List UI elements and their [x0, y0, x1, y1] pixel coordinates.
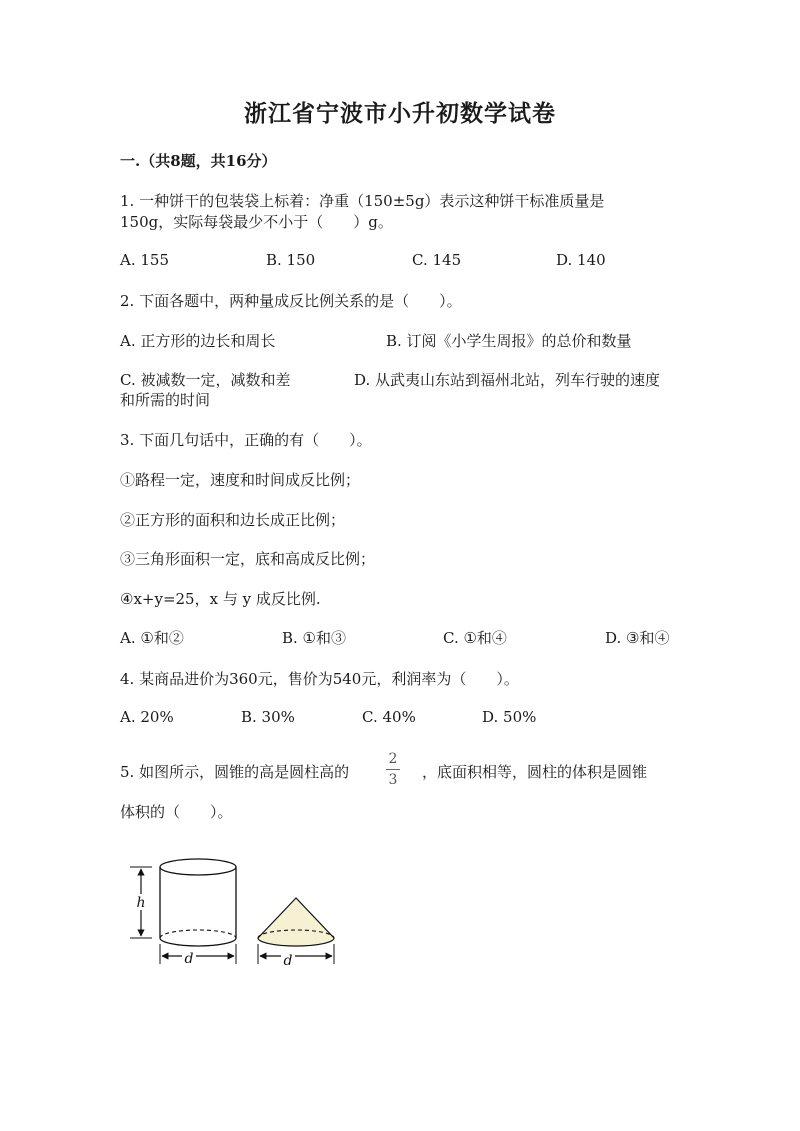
q2-option-d-continued: 和所需的时间	[120, 391, 211, 409]
q4-text: 4. 某商品进价为360元，售价为540元，利润率为（ ）。	[120, 670, 519, 688]
fraction-bar	[386, 769, 400, 770]
q2-text: 2. 下面各题中，两种量成反比例关系的是（ ）。	[120, 292, 462, 310]
q3-statement-2: ②正方形的面积和边长成正比例；	[120, 511, 346, 529]
q5-text-before-fraction: 5. 如图所示，圆锥的高是圆柱高的	[120, 763, 350, 781]
q4-option-d[interactable]: D. 50%	[482, 708, 537, 726]
q3-option-c[interactable]: C. ①和④	[443, 629, 507, 647]
section-heading: 一.（共8题，共16分）	[120, 152, 277, 170]
q1-option-a[interactable]: A. 155	[120, 251, 169, 269]
q3-statement-4: ④x+y=25，x 与 y 成反比例.	[120, 590, 321, 608]
q2-option-a[interactable]: A. 正方形的边长和周长	[120, 332, 276, 350]
q4-option-c[interactable]: C. 40%	[362, 708, 416, 726]
cone-shape	[258, 898, 334, 946]
q1-option-d[interactable]: D. 140	[556, 251, 606, 269]
q3-statement-3: ③三角形面积一定，底和高成反比例；	[120, 550, 376, 568]
height-label: h	[136, 895, 146, 911]
q5-text-line2: 体积的（ ）。	[120, 803, 233, 821]
q4-option-b[interactable]: B. 30%	[241, 708, 295, 726]
q4-option-a[interactable]: A. 20%	[120, 708, 174, 726]
fraction-numerator: 2	[388, 751, 398, 767]
q1-text-line1: 1. 一种饼干的包装袋上标着：净重（150±5g）表示这种饼干标准质量是	[120, 192, 605, 210]
page-title: 浙江省宁波市小升初数学试卷	[244, 100, 556, 127]
q3-option-d[interactable]: D. ③和④	[605, 629, 670, 647]
q1-option-b[interactable]: B. 150	[266, 251, 316, 269]
cylinder-diameter-label: d	[184, 951, 194, 967]
cylinder-cone-figure	[126, 852, 338, 972]
cone-diameter-label: d	[283, 953, 293, 969]
q3-option-b[interactable]: B. ①和③	[282, 629, 347, 647]
q2-option-c[interactable]: C. 被减数一定，减数和差	[120, 371, 291, 389]
cylinder-shape	[160, 859, 236, 946]
q3-option-a[interactable]: A. ①和②	[120, 629, 184, 647]
fraction-denominator: 3	[388, 772, 398, 788]
q2-option-d[interactable]: D. 从武夷山东站到福州北站，列车行驶的速度	[354, 371, 661, 389]
q3-text: 3. 下面几句话中，正确的有（ ）。	[120, 431, 372, 449]
q2-option-b[interactable]: B. 订阅《小学生周报》的总价和数量	[386, 332, 632, 350]
q5-text-after-fraction: ，底面积相等，圆柱的体积是圆锥	[422, 763, 648, 781]
q1-text-line2: 150g，实际每袋最少不小于（ ）g。	[120, 213, 393, 231]
fraction-two-thirds	[386, 752, 400, 787]
q3-statement-1: ①路程一定，速度和时间成反比例；	[120, 471, 361, 489]
q1-option-c[interactable]: C. 145	[412, 251, 462, 269]
